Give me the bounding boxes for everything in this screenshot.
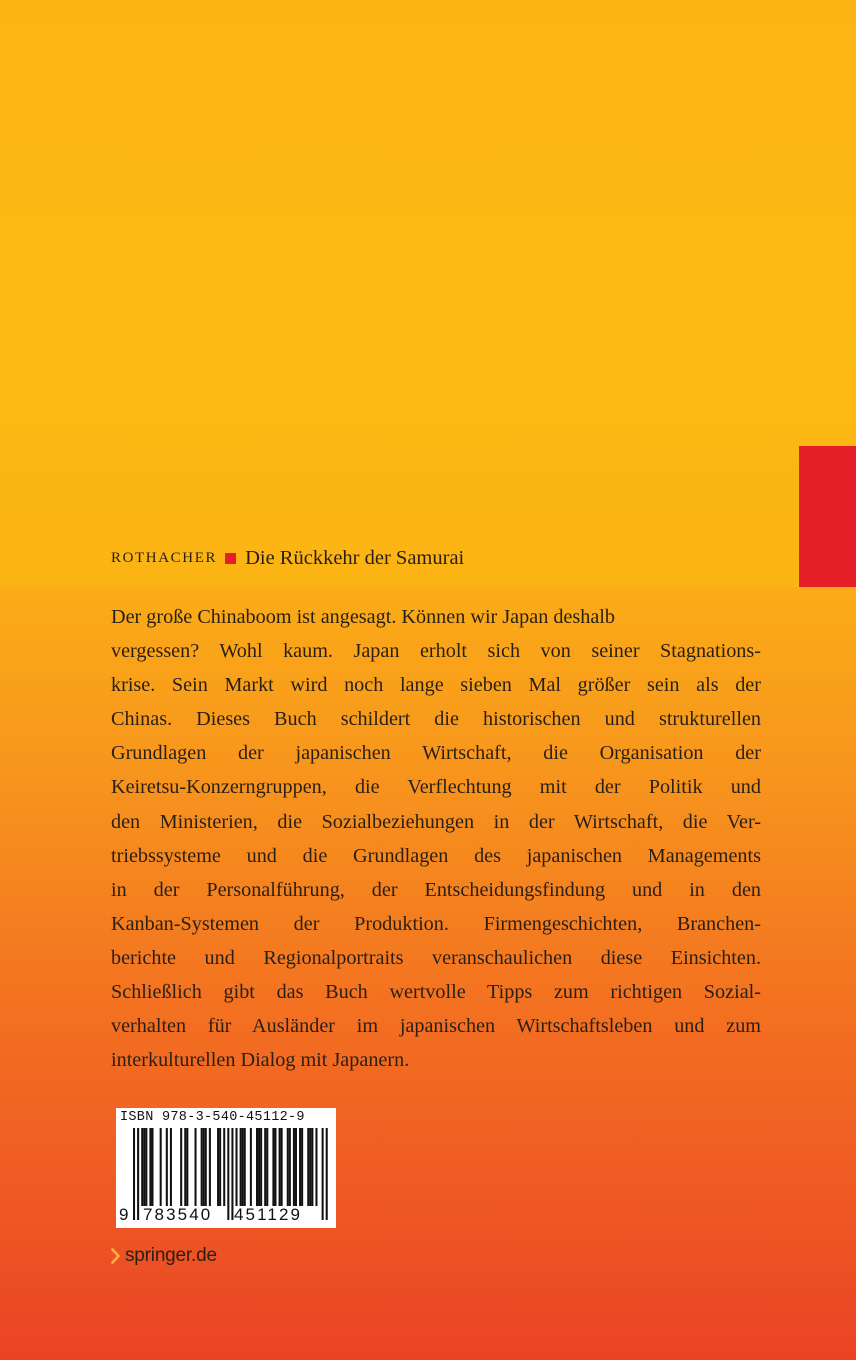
barcode-bar: [166, 1128, 168, 1206]
barcode-bar: [293, 1128, 295, 1206]
blurb-line: Der große Chinaboom ist angesagt. Können wir Japan deshalb: [111, 606, 616, 628]
blurb-line: berichte und Regionalportraits veranschaulichen diese Einsichten.: [111, 946, 761, 969]
blurb-text: [111, 600, 761, 1077]
red-accent-tab: [799, 446, 856, 587]
barcode-bar: [272, 1128, 274, 1206]
barcode-bar: [307, 1128, 309, 1206]
blurb-line: interkulturellen Dialog mit Japanern.: [111, 1049, 410, 1072]
blurb-line: den Ministerien, die Sozialbeziehungen in der Wirtschaft, die Ver-: [111, 810, 761, 833]
barcode-bar: [160, 1128, 162, 1206]
blurb-line: in der Personalführung, der Entscheidungsfindung und in den: [111, 878, 761, 901]
blurb-line: vergessen? Wohl kaum. Japan erholt sich von seiner Stagnations-: [111, 640, 761, 663]
barcode-bar: [242, 1128, 244, 1206]
barcode-bar: [217, 1128, 219, 1206]
cover-top-panel: [0, 0, 856, 587]
barcode-bar: [322, 1128, 324, 1220]
barcode-bar: [137, 1128, 139, 1220]
blurb-line: triebssysteme und die Grundlagen des japanischen Managements: [111, 844, 761, 867]
barcode-bar: [240, 1128, 242, 1206]
isbn-label: ISBN 978-3-540-45112-9: [120, 1110, 305, 1125]
barcode-bar: [151, 1128, 153, 1206]
barcode-bar: [186, 1128, 188, 1206]
book-title: Die Rückkehr der Samurai: [245, 546, 465, 569]
ean-first-digit: 9: [119, 1205, 129, 1224]
barcode-bar: [301, 1128, 303, 1206]
ean-left-digits: 783540: [143, 1205, 213, 1224]
blurb-line: Kanban-Systemen der Produktion. Firmengeschichten, Branchen-: [111, 912, 761, 935]
barcode-bar: [326, 1128, 328, 1220]
barcode-bar: [299, 1128, 301, 1206]
barcode-bar: [133, 1128, 135, 1220]
barcode-bar: [289, 1128, 291, 1206]
barcode-bar: [250, 1128, 252, 1206]
barcode-bar: [170, 1128, 172, 1206]
blurb-line: Keiretsu-Konzerngruppen, die Verflechtung mit der Politik und: [111, 776, 761, 799]
barcode-bar: [227, 1128, 229, 1220]
barcode-bar: [279, 1128, 281, 1206]
barcode-bar: [264, 1128, 266, 1206]
blurb-line: verhalten für Ausländer im japanischen Wirtschaftsleben und zum: [111, 1015, 761, 1038]
barcode-bar: [260, 1128, 262, 1206]
barcode-bar: [244, 1128, 246, 1206]
blurb-line: Grundlagen der japanischen Wirtschaft, die Organisation der: [111, 742, 761, 765]
barcode-bar: [145, 1128, 147, 1206]
barcode-bar: [201, 1128, 203, 1206]
publisher-url: springer.de: [125, 1245, 217, 1266]
blurb-line: krise. Sein Markt wird noch lange sieben Mal größer sein als der: [111, 674, 761, 697]
barcode-bar: [236, 1128, 238, 1206]
publisher-link: [111, 1245, 217, 1267]
barcode-bar: [311, 1128, 313, 1206]
barcode-bar: [143, 1128, 145, 1206]
barcode-bar: [309, 1128, 311, 1206]
barcode-bar: [258, 1128, 260, 1206]
barcode-bar: [203, 1128, 205, 1206]
barcode-bar: [141, 1128, 143, 1206]
isbn-barcode: [116, 1108, 336, 1228]
barcode-bar: [287, 1128, 289, 1206]
red-square-bullet: [225, 553, 236, 564]
barcode-bar: [180, 1128, 182, 1206]
barcode-bar: [274, 1128, 276, 1206]
barcode-bar: [266, 1128, 268, 1206]
chevron-right-icon: [111, 1248, 120, 1264]
barcode-bar: [149, 1128, 151, 1206]
barcode-bar: [209, 1128, 211, 1206]
author-name: ROTHACHER: [111, 549, 218, 566]
barcode-bar: [205, 1128, 207, 1206]
blurb-line: Chinas. Dieses Buch schildert die historischen und strukturellen: [111, 708, 761, 731]
barcode-bar: [184, 1128, 186, 1206]
blurb-line: Schließlich gibt das Buch wertvolle Tipps zum richtigen Sozial-: [111, 981, 761, 1004]
barcode-bar: [223, 1128, 225, 1206]
barcode-bar: [281, 1128, 283, 1206]
barcode-bar: [315, 1128, 317, 1206]
author-title-line: [111, 545, 464, 571]
barcode-bar: [256, 1128, 258, 1206]
barcode-bar: [219, 1128, 221, 1206]
barcode-bar: [295, 1128, 297, 1206]
barcode-bar: [195, 1128, 197, 1206]
ean-right-digits: 451129: [234, 1205, 303, 1224]
